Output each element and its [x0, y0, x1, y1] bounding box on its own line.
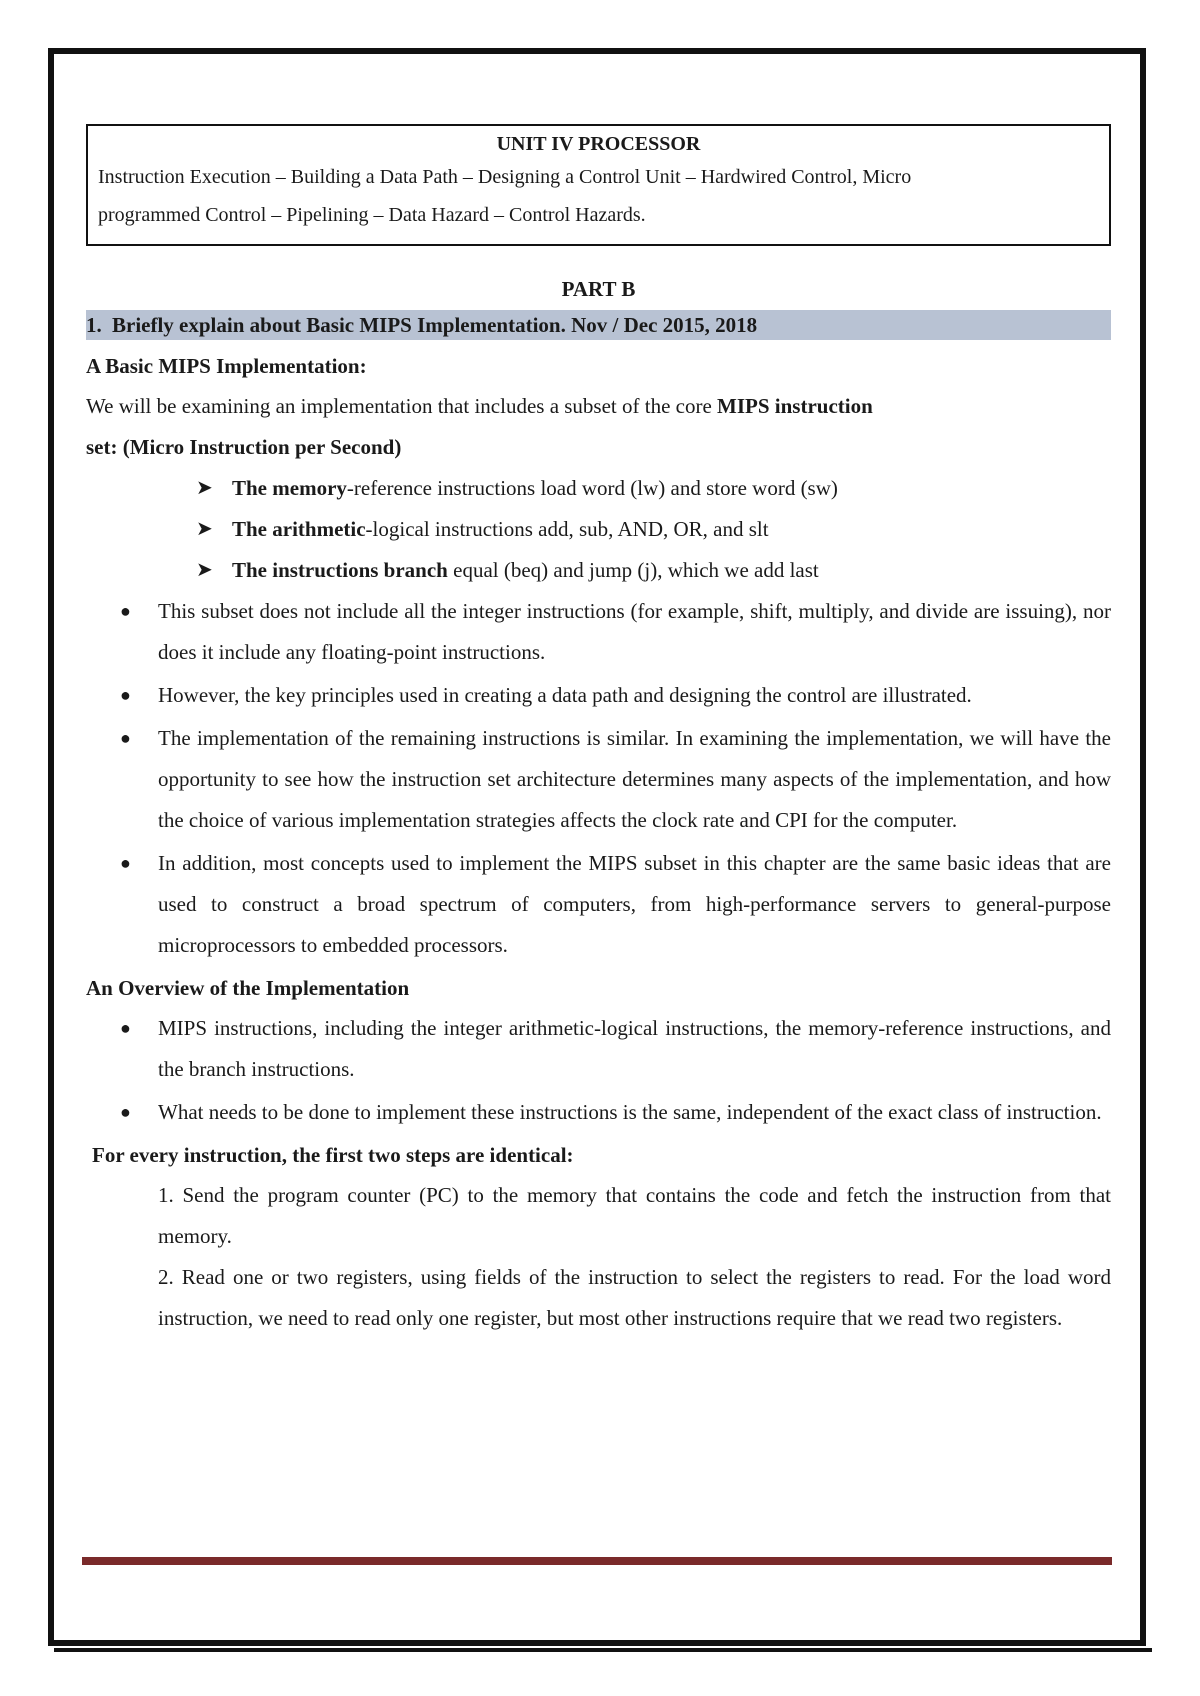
page-border-shadow: [54, 1648, 1152, 1652]
list-item: [86, 843, 1111, 966]
unit-topics-line-2: programmed Control – Pipelining – Data Hazard – Control Hazards.: [98, 204, 646, 226]
bullet-dot-icon: ●: [120, 601, 131, 621]
arrowhead-icon: ➤: [196, 559, 213, 581]
list-item-text: MIPS instructions, including the integer arithmetic-logical instructions, the memory-reference instructions, and the branch instructions.: [158, 1016, 1111, 1081]
intro-bold-text: MIPS instruction: [717, 394, 873, 418]
bullet-dot-icon: ●: [120, 1018, 131, 1038]
section-heading-basic-mips: A Basic MIPS Implementation:: [86, 354, 367, 378]
list-item-bold: The arithmetic: [232, 517, 366, 541]
step-item: 2. Read one or two registers, using fields of the instruction to select the registers to read. For the load word instruction, we need to read only one register, but most other instructions require that we read two registers.: [158, 1265, 1111, 1330]
list-item: [196, 468, 1111, 509]
bullet-dot-icon: ●: [120, 685, 131, 705]
list-item: [86, 675, 1111, 716]
list-item-bold: The memory: [232, 476, 347, 500]
arrowhead-icon: ➤: [196, 518, 213, 540]
list-item: [86, 1092, 1111, 1133]
list-item: [196, 550, 1111, 591]
list-item-text: This subset does not include all the integer instructions (for example, shift, multiply, and divide are issuing), nor does it include any floating-point instructions.: [158, 599, 1111, 664]
bullet-dot-icon: ●: [120, 853, 131, 873]
list-item-text: -reference instructions load word (lw) and store word (sw): [346, 476, 838, 500]
intro-text: We will be examining an implementation that includes a subset of the core: [86, 394, 718, 418]
steps-list: [86, 1175, 1111, 1339]
list-item: [196, 509, 1111, 550]
list-item: [86, 1008, 1111, 1090]
step-item: 1. Send the program counter (PC) to the memory that contains the code and fetch the instruction from that memory.: [158, 1183, 1111, 1248]
question-heading: [86, 310, 1111, 340]
list-item-text: However, the key principles used in creating a data path and designing the control are illustrated.: [158, 683, 972, 707]
section-heading-overview: An Overview of the Implementation: [86, 976, 410, 1000]
arrowhead-icon: ➤: [196, 477, 213, 499]
instruction-class-list: [86, 468, 1111, 591]
section2-bullet-list: [86, 1008, 1111, 1133]
intro-paragraph: [86, 386, 1111, 427]
list-item: [86, 591, 1111, 673]
unit-title: UNIT IV PROCESSOR: [496, 133, 701, 155]
unit-topics-line-1: Instruction Execution – Building a Data Path – Designing a Control Unit – Hardwired Control, Micro: [98, 166, 912, 188]
footer-rule: [82, 1557, 1112, 1565]
bullet-dot-icon: ●: [120, 1102, 131, 1122]
unit-header-box: [86, 124, 1111, 246]
question-text: Briefly explain about Basic MIPS Implementation. Nov / Dec 2015, 2018: [112, 313, 758, 337]
list-item-text: -logical instructions add, sub, AND, OR, and slt: [365, 517, 769, 541]
list-item: [86, 718, 1111, 841]
part-title: PART B: [561, 277, 636, 301]
list-item-text: equal (beq) and jump (j), which we add last: [447, 558, 819, 582]
bullet-dot-icon: ●: [120, 728, 131, 748]
list-item-text: What needs to be done to implement these instructions is the same, independent of the exact class of instruction.: [158, 1100, 1102, 1124]
document-content: [86, 124, 1111, 1339]
list-item-text: The implementation of the remaining instructions is similar. In examining the implementation, we will have the opportunity to see how the instruction set architecture determines many aspects of the implementation, and how the choice of various implementation strategies affects the clock rate and CPI for the computer.: [158, 726, 1111, 832]
intro-line-2: set: (Micro Instruction per Second): [86, 435, 402, 459]
list-item-text: In addition, most concepts used to implement the MIPS subset in this chapter are the same basic ideas that are used to construct a broad spectrum of computers, from high-performance servers to general-purpose microprocessors to embedded processors.: [158, 851, 1111, 957]
question-number: 1.: [86, 313, 102, 337]
section-heading-first-two-steps: For every instruction, the first two steps are identical:: [92, 1143, 574, 1167]
section1-bullet-list: [86, 591, 1111, 966]
list-item-bold: The instructions branch: [232, 558, 448, 582]
